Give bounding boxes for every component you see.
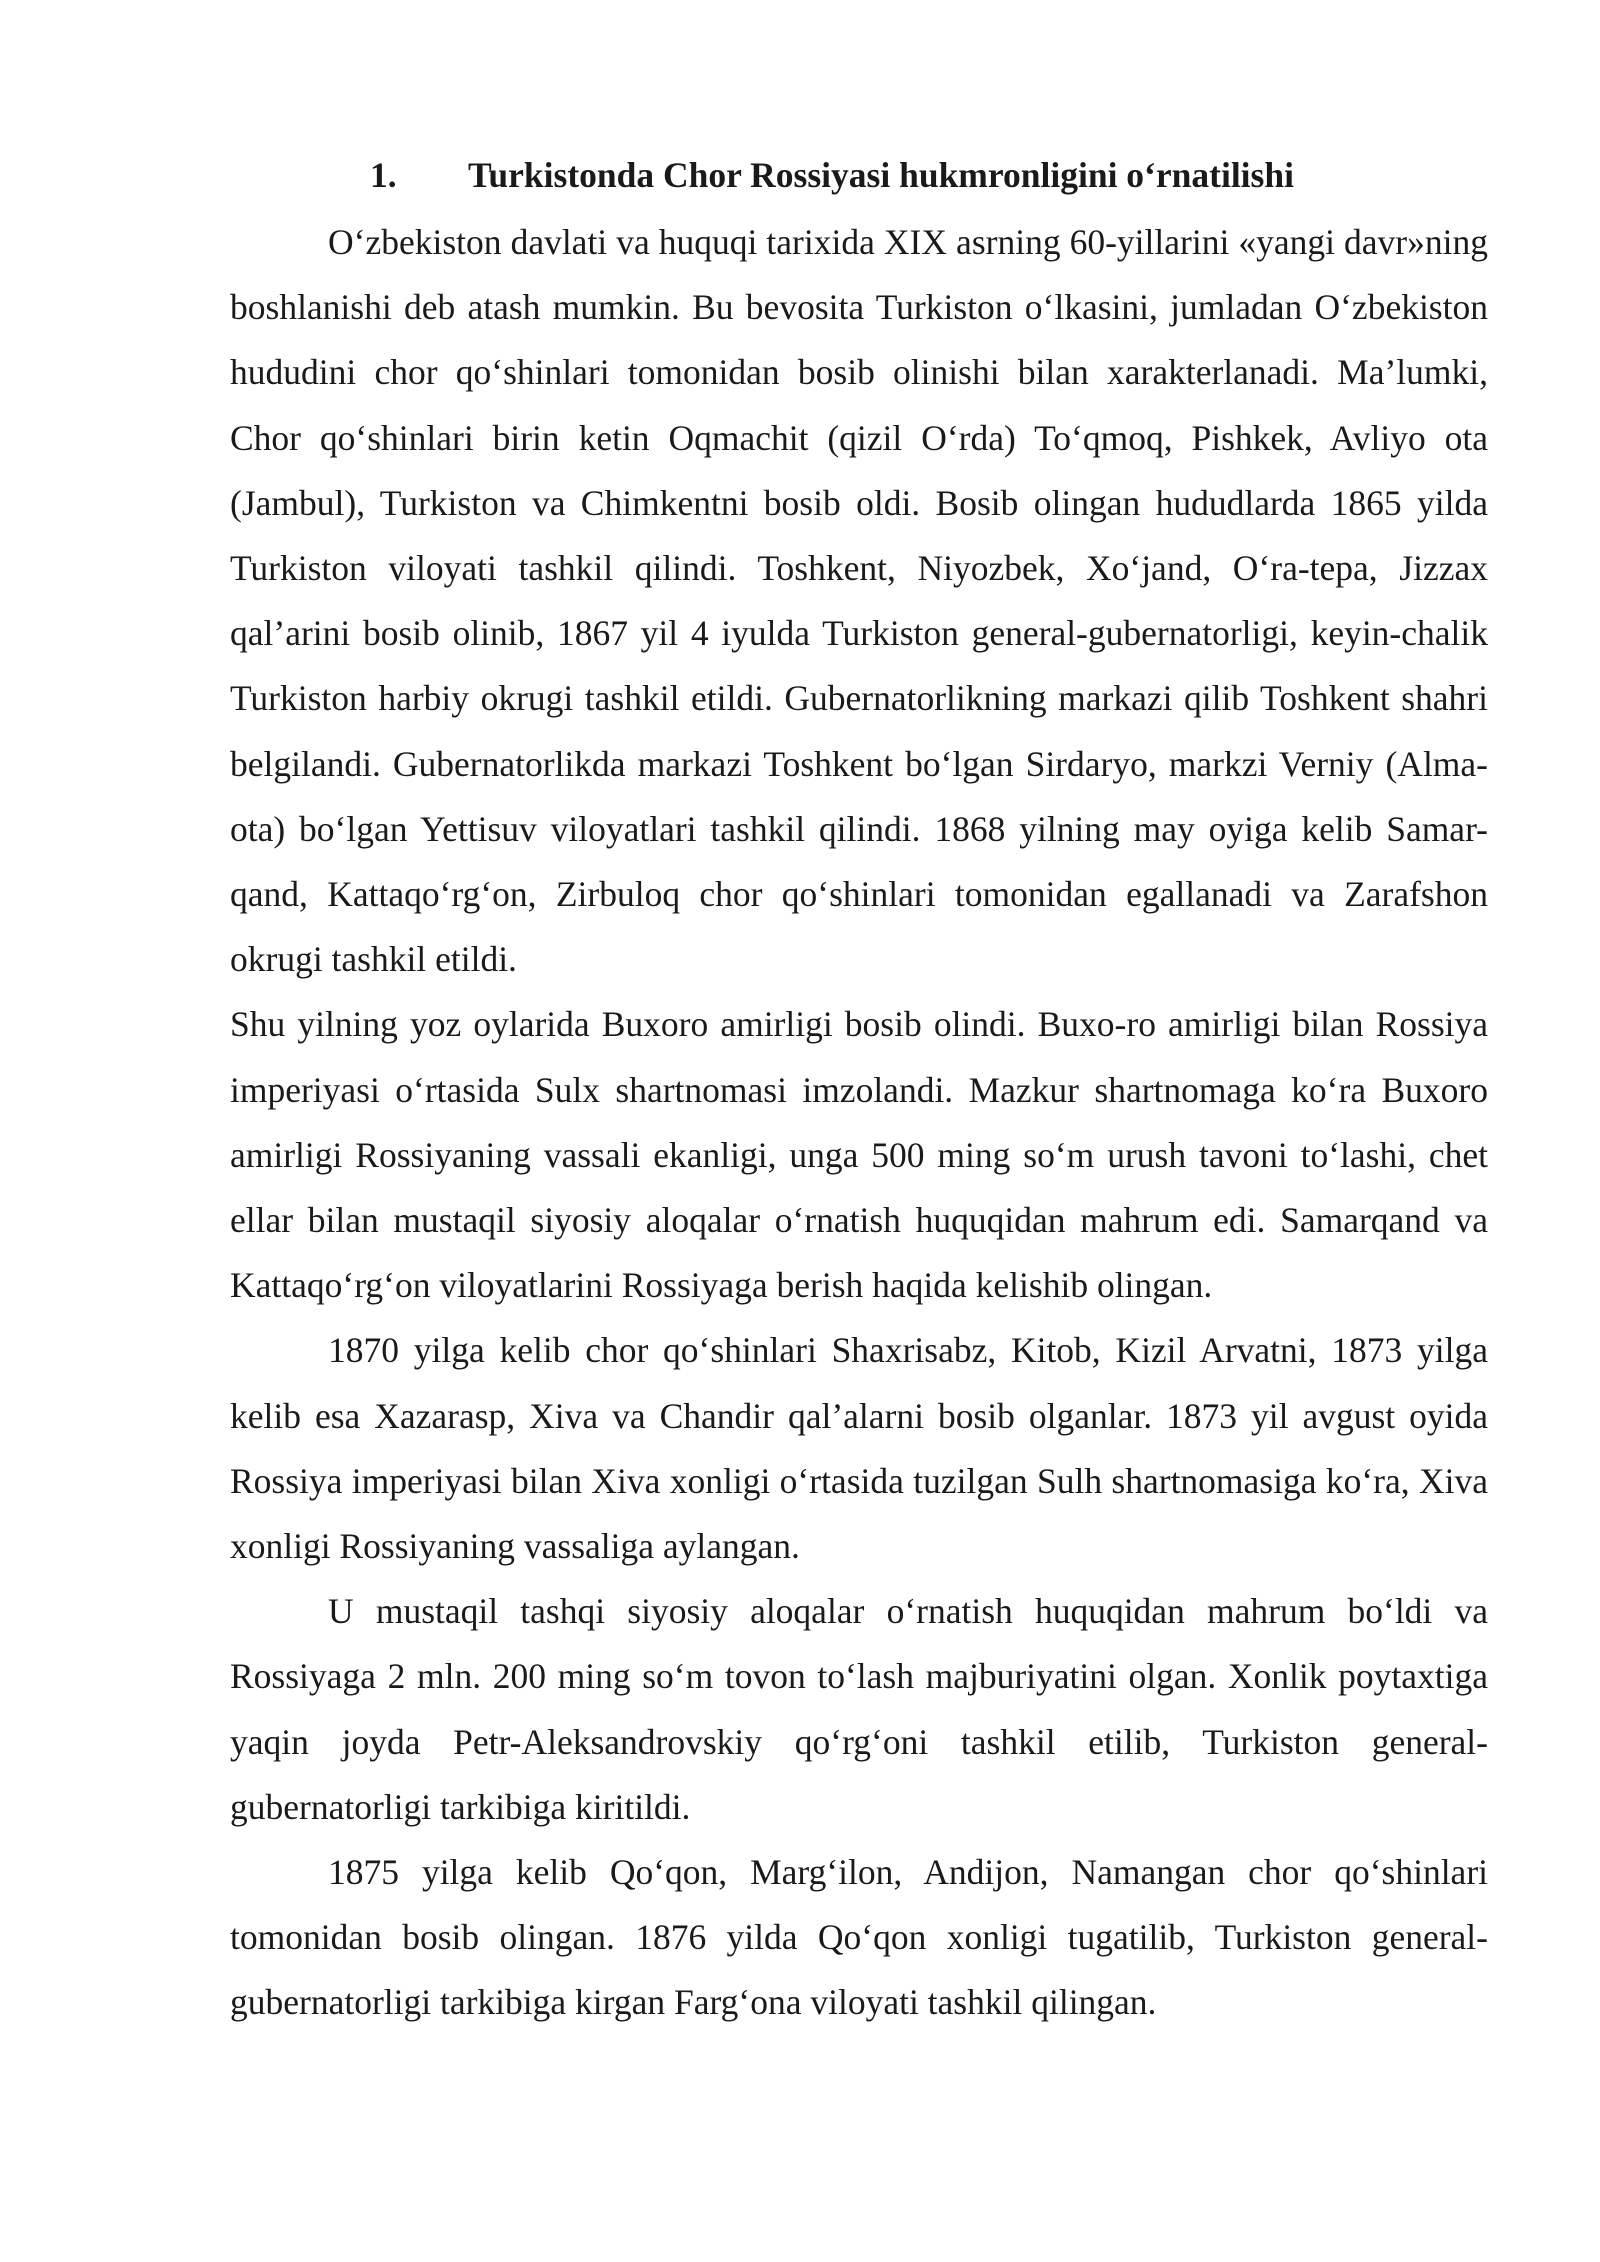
paragraph-intro: O‘zbekiston davlati va huquqi tarixida XIX asrning 60-yillarini «yangi davr»ning boshlanishi deb atash mumkin. Bu bevosita Turkiston o‘lkasini, jumladan O‘zbekiston hududini chor qo‘shinlari tomonidan bosib olinishi bilan xarakterlanadi. Ma’lumki, Chor qo‘shinlari birin ketin Oqmachit (qizil O‘rda) To‘qmoq, Pishkek, Avliyo ota (Jambul), Turkiston va Chimkentni bosib oldi. Bosib olingan hududlarda 1865 yilda Turkiston viloyati tashkil qilindi. Toshkent, Niyozbek, Xo‘jand, O‘ra-tepa, Jizzax qal’arini bosib olinib, 1867 yil 4 iyulda Turkiston general-gubernatorligi, keyin-chalik Turkiston harbiy okrugi tashkil etildi. Gubernatorlikning markazi qilib Toshkent shahri belgilandi. Gubernatorlikda markazi Toshkent bo‘lgan Sirdaryo, markzi Verniy (Alma-ota) bo‘lgan Yettisuv viloyatlari tashkil qilindi. 1868 yilning may oyiga kelib Samar-qand, Kattaqo‘rg‘on, Zirbuloq chor qo‘shinlari tomonidan egallanadi va Zarafshon okrugi tashkil etildi. — [230, 222, 1488, 980]
paragraph-khiva-obligations: U mustaqil tashqi siyosiy aloqalar o‘rnatish huquqidan mahrum bo‘ldi va Rossiyaga 2 mln. 200 ming so‘m tovon to‘lash majburiyatini olgan. Xonlik poytaxtiga yaqin joyda Petr-Aleksandrovskiy qo‘rg‘oni tashkil etilib, Turkiston general-gubernatorligi tarkibiga kiritildi. — [230, 1591, 1488, 1827]
paragraph-khiva: 1870 yilga kelib chor qo‘shinlari Shaxrisabz, Kitob, Kizil Arvatni, 1873 yilga kelib esa Xazarasp, Xiva va Chandir qal’alarni bosib olganlar. 1873 yil avgust oyida Rossiya imperiyasi bilan Xiva xonligi o‘rtasida tuzilgan Sulh shartnomasiga ko‘ra, Xiva xonligi Rossiyaning vassaliga aylangan. — [230, 1330, 1488, 1567]
paragraph-kokand: 1875 yilga kelib Qo‘qon, Marg‘ilon, Andijon, Namangan chor qo‘shinlari tomonidan bosib olingan. 1876 yilda Qo‘qon xonligi tugatilib, Turkiston general-gubernatorligi tarkibiga kirgan Farg‘ona viloyati tashkil qilingan. — [230, 1852, 1488, 2023]
section-heading — [230, 140, 1488, 210]
paragraph-bukhara: Shu yilning yoz oylarida Buxoro amirligi bosib olindi. Buxo-ro amirligi bilan Rossiya imperiyasi o‘rtasida Sulx shartnomasi imzolandi. Mazkur shartnomaga ko‘ra Buxoro amirligi Rossiyaning vassali ekanligi, unga 500 ming so‘m urush tavoni to‘lashi, chet ellar bilan mustaqil siyosiy aloqalar o‘rnatish huquqidan mahrum edi. Samarqand va Kattaqo‘rg‘on viloyatlarini Rossiyaga berish haqida kelishib olingan. — [230, 1004, 1488, 1306]
document-body — [230, 140, 1488, 2036]
section-number: 1. — [370, 155, 397, 195]
section-title: Turkistonda Chor Rossiyasi hukmronligini o‘rnatilishi — [468, 155, 1294, 195]
